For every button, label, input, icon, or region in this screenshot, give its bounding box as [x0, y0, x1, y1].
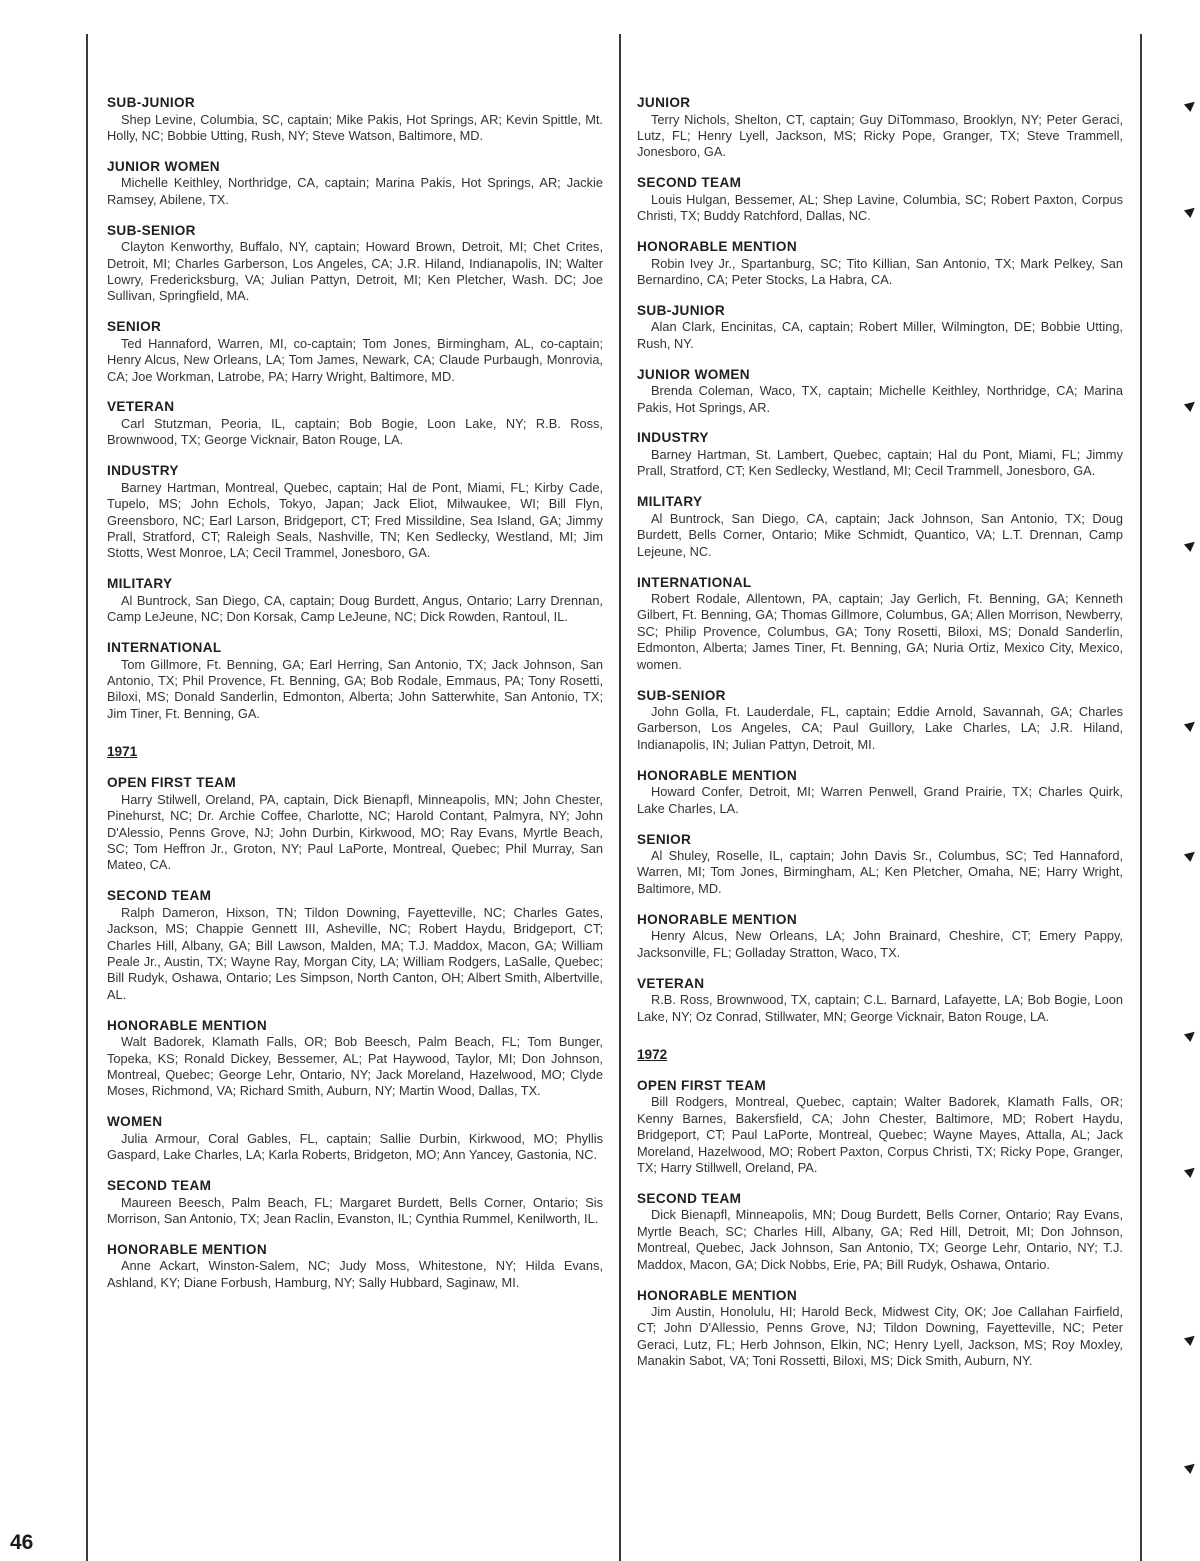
section-roster-text: Al Shuley, Roselle, IL, captain; John Davis Sr., Columbus, SC; Ted Hannaford, Warren, MI; Tom Jones, Birmingham, AL; Ken Pletcher, Omaha, NE; Harry Wright, Baltimore, MD. — [637, 848, 1123, 896]
section-roster-text: Ralph Dameron, Hixson, TN; Tildon Downing, Fayetteville, NC; Charles Gates, Jackson, MS; Chappie Gennett III, Asheville, NC; Robert Haydu, Bridgeport, CT; Charles Hill, Albany, GA; Bill Lawson, Malden, MA; T.J. Maddox, Macon, GA; William Peale Jr., Austin, TX; Wayne Ray, Morgan City, LA; William Rodgers, LaSalle, Quebec; Bill Rudyk, Oshawa, Ontario; Les Simpson, North Canton, OH; Albert Smith, Albertville, AL. — [107, 904, 603, 1002]
roster-section — [637, 367, 1123, 416]
section-heading: HONORABLE MENTION — [637, 239, 798, 255]
section-heading: HONORABLE MENTION — [637, 911, 798, 927]
edge-mark — [1184, 1028, 1198, 1042]
roster-section — [107, 775, 603, 874]
section-heading: HONORABLE MENTION — [637, 1287, 798, 1303]
section-heading: SECOND TEAM — [107, 1178, 212, 1194]
edge-mark — [1184, 1332, 1198, 1346]
roster-section — [637, 976, 1123, 1025]
section-heading: SECOND TEAM — [637, 1190, 742, 1206]
section-roster-text: Al Buntrock, San Diego, CA, captain; Jack Johnson, San Antonio, TX; Doug Burdett, Bells Corner, Ontario; Mike Schmidt, Quantico, VA; L.T. Drennan, Camp Lejeune, NC. — [637, 510, 1123, 559]
roster-section — [637, 494, 1123, 560]
roster-section — [107, 463, 603, 562]
section-roster-text: Alan Clark, Encinitas, CA, captain; Robert Miller, Wilmington, DE; Bobbie Utting, Rush, NY. — [637, 319, 1123, 351]
section-roster-text: John Golla, Ft. Lauderdale, FL, captain; Eddie Arnold, Savannah, GA; Charles Garberson, Los Angeles, CA; Paul Guillory, Lake Charles, LA; J.R. Hiland, Indianapolis, IN; Julian Pattyn, Detroit, MI. — [637, 704, 1123, 752]
section-roster-text: Maureen Beesch, Palm Beach, FL; Margaret Burdett, Bells Corner, Ontario; Sis Morrison, San Antonio, TX; Jean Raclin, Evanston, IL; Cynthia Rummel, Kenilworth, IL. — [107, 1194, 603, 1227]
roster-section — [637, 175, 1123, 224]
section-heading: JUNIOR — [637, 95, 691, 110]
edge-mark — [1184, 718, 1198, 732]
right-column — [637, 95, 1123, 1384]
roster-section — [107, 319, 603, 385]
roster-section — [107, 1178, 603, 1227]
section-roster-text: Jim Austin, Honolulu, HI; Harold Beck, Midwest City, OK; Joe Callahan Fairfield, CT; John D'Allessio, Penns Grove, NJ; Tildon Downing, Fayetteville, NC; Peter Geraci, Lutz, FL; Herb Johnson, Elkin, NC; Henry Lyell, Jackson, MS; Roy Moxley, Manakin Sabot, VA; Toni Rossetti, Biloxi, MS; Dick Smith, Auburn, NY. — [637, 1304, 1123, 1369]
section-heading: VETERAN — [637, 975, 705, 991]
edge-mark — [1184, 848, 1198, 862]
section-roster-text: Robin Ivey Jr., Spartanburg, SC; Tito Killian, San Antonio, TX; Mark Pelkey, San Bernardino, CA; Peter Stocks, La Habra, CA. — [637, 255, 1123, 287]
roster-section — [637, 239, 1123, 288]
section-heading: SUB-SENIOR — [637, 687, 726, 703]
section-heading: SUB-JUNIOR — [107, 95, 196, 110]
section-roster-text: Bill Rodgers, Montreal, Quebec, captain; Walter Badorek, Klamath Falls, OR; Kenny Barnes, Bakersfield, CA; John Chester, Baltimore, MD; Robert Haydu, Bridgeport, CT; Paul LaPorte, Montreal, Quebec; Wayne Mayes, Attalla, AL; Jack Moreland, Hazelwood, MO; Robert Paxton, Corpus Christi, TX; Ricky Pope, Granger, TX; Harry Stillwell, Oreland, PA. — [637, 1094, 1123, 1176]
section-heading: MILITARY — [107, 576, 173, 592]
roster-section — [637, 95, 1123, 161]
roster-section — [637, 1191, 1123, 1273]
roster-section — [107, 223, 603, 305]
section-roster-text: Carl Stutzman, Peoria, IL, captain; Bob Bogie, Loon Lake, NY; R.B. Ross, Brownwood, TX; George Vicknair, Baton Rouge, LA. — [107, 415, 603, 448]
edge-mark — [1184, 204, 1198, 218]
section-roster-text: Julia Armour, Coral Gables, FL, captain; Sallie Durbin, Kirkwood, MO; Phyllis Gaspard, Lake Charles, LA; Karla Roberts, Bridgeton, MO; Ann Yancey, Gastonia, NC. — [107, 1130, 603, 1163]
section-heading: INTERNATIONAL — [107, 640, 222, 656]
section-roster-text: Shep Levine, Columbia, SC, captain; Mike Pakis, Hot Springs, AR; Kevin Spittle, Mt. Holly, NC; Bobbie Utting, Rush, NY; Steve Watson, Baltimore, MD. — [107, 111, 603, 143]
section-roster-text: Harry Stilwell, Oreland, PA, captain, Dick Bienapfl, Minneapolis, MN; John Chester, Pinehurst, NC; Dr. Archie Coffee, Charlotte, NC; Harold Contant, Palmyra, NY; John D'Alessio, Penns Grove, NJ; John Durbin, Kirkwood, MO; Ray Evans, Myrtle Beach, SC; Tom Heffron Jr., Groton, NY; Paul LaPorte, Montreal, Quebec; Phil Murray, San Mateo, CA. — [107, 791, 603, 873]
section-roster-text: Louis Hulgan, Bessemer, AL; Shep Lavine, Columbia, SC; Robert Paxton, Corpus Christi, TX; Buddy Ratchford, Dallas, NC. — [637, 191, 1123, 224]
roster-section — [637, 832, 1123, 898]
section-heading: HONORABLE MENTION — [107, 1017, 268, 1033]
section-heading: INTERNATIONAL — [637, 574, 752, 590]
section-heading: JUNIOR WOMEN — [637, 366, 750, 382]
section-heading: OPEN FIRST TEAM — [637, 1077, 767, 1093]
section-heading: OPEN FIRST TEAM — [107, 775, 237, 791]
section-roster-text: Barney Hartman, St. Lambert, Quebec, captain; Hal du Pont, Miami, FL; Jimmy Prall, Stratford, CT; Ken Sedlecky, Westland, MI; Cecil Trammell, Jonesboro, GA. — [637, 446, 1123, 479]
section-heading: INDUSTRY — [637, 430, 709, 446]
section-heading: SUB-JUNIOR — [637, 302, 726, 318]
edge-mark — [1184, 398, 1198, 412]
page-number: 46 — [10, 1531, 34, 1554]
section-roster-text: Tom Gillmore, Ft. Benning, GA; Earl Herring, San Antonio, TX; Jack Johnson, San Antonio, TX; Phil Provence, Ft. Benning, GA; Bob Rodale, Emmaus, PA; Tony Rosetti, Biloxi, MS; Donald Sanderlin, Edmonton, Alberta; John Satterwhite, San Antonio, TX; Jim Tiner, Ft. Benning, GA. — [107, 656, 603, 721]
section-roster-text: Clayton Kenworthy, Buffalo, NY, captain; Howard Brown, Detroit, MI; Chet Crites, Detroit, MI; Charles Garberson, Los Angeles, CA; J.R. Hiland, Indianapolis, IN; Walter Lowry, Fredericksburg, VA; Julian Pattyn, Detroit, MI; Ken Pletcher, Wash. DC; Joe Sullivan, Springfield, MA. — [107, 239, 603, 304]
roster-section — [107, 1114, 603, 1163]
section-roster-text: Dick Bienapfl, Minneapolis, MN; Doug Burdett, Bells Corner, Ontario; Ray Evans, Myrtle Beach, SC; Charles Hill, Albany, GA; Red Hill, Detroit, MI; Don Johnson, Montreal, Quebec, Jack Johnson, San Antonio, TX; George Lehr, Ontario, NY; T.J. Maddox, Macon, GA; Dick Nobbs, Erie, PA; Bill Rudyk, Oshawa, Ontario. — [637, 1207, 1123, 1272]
roster-section — [107, 159, 603, 208]
section-heading: JUNIOR WOMEN — [107, 158, 220, 174]
roster-section — [107, 1018, 603, 1100]
roster-section — [637, 688, 1123, 754]
section-roster-text: Anne Ackart, Winston-Salem, NC; Judy Moss, Whitestone, NY; Hilda Evans, Ashland, KY; Diane Forbush, Hamburg, NY; Sally Hubbard, Saginaw, MI. — [107, 1258, 603, 1290]
section-heading: MILITARY — [637, 494, 703, 510]
roster-section — [637, 303, 1123, 352]
section-roster-text: Barney Hartman, Montreal, Quebec, captain; Hal de Pont, Miami, FL; Kirby Cade, Tupelo, MS; John Echols, Tokyo, Japan; Jack Eliot, Milwaukee, WI; Bill Flyn, Greensboro, NC; Earl Larson, Bridgeport, CT; Fred Missildine, Sea Island, GA; Jimmy Prall, Stratford, CT; Raleigh Seals, Nashville, TN; Ken Sedlecky, Westland, MI; Jim Stotts, West Monroe, LA; Cecil Trammel, Jonesboro, GA. — [107, 479, 603, 561]
section-roster-text: Michelle Keithley, Northridge, CA, captain; Marina Pakis, Hot Springs, AR; Jackie Ramsey, Abilene, TX. — [107, 175, 603, 207]
section-heading: INDUSTRY — [107, 463, 179, 479]
section-roster-text: R.B. Ross, Brownwood, TX, captain; C.L. Barnard, Lafayette, LA; Bob Bogie, Loon Lake, NY; Oz Conrad, Stillwater, MN; George Vicknair, Baton Rouge, LA. — [637, 992, 1123, 1024]
roster-section — [107, 399, 603, 448]
column-divider-rule — [619, 34, 621, 1561]
edge-mark — [1184, 98, 1198, 112]
roster-section — [637, 430, 1123, 479]
edge-mark — [1184, 1164, 1198, 1178]
section-roster-text: Henry Alcus, New Orleans, LA; John Brainard, Cheshire, CT; Emery Pappy, Jacksonville, FL; Golladay Stratton, Waco, TX. — [637, 928, 1123, 960]
section-heading: SUB-SENIOR — [107, 222, 196, 238]
edge-mark — [1184, 1460, 1198, 1474]
edge-mark — [1184, 538, 1198, 552]
year-heading: 1971 — [107, 744, 138, 760]
roster-section — [637, 768, 1123, 817]
left-column — [107, 95, 603, 1306]
year-heading: 1972 — [637, 1046, 668, 1062]
roster-section — [637, 1288, 1123, 1370]
left-margin-rule — [86, 34, 88, 1561]
section-heading: SENIOR — [637, 831, 692, 847]
section-roster-text: Robert Rodale, Allentown, PA, captain; Jay Gerlich, Ft. Benning, GA; Kenneth Gilbert, Ft. Benning, GA; Thomas Gillmore, Columbus, GA; Allen Morrison, Newberry, SC; Philip Provence, Columbus, GA; Tony Rosetti, Biloxi, MS; Donald Sanderlin, Edmonton, Alberta; James Tiner, Ft. Benning, GA; Nuria Ortiz, Mexico City, Mexico, women. — [637, 591, 1123, 672]
roster-section — [107, 1242, 603, 1291]
roster-section — [637, 1078, 1123, 1177]
section-heading: SENIOR — [107, 319, 162, 335]
section-roster-text: Howard Confer, Detroit, MI; Warren Penwell, Grand Prairie, TX; Charles Quirk, Lake Charles, LA. — [637, 784, 1123, 816]
section-heading: SECOND TEAM — [107, 888, 212, 904]
roster-section — [637, 912, 1123, 961]
section-heading: SECOND TEAM — [637, 175, 742, 191]
roster-section — [637, 575, 1123, 674]
section-heading: WOMEN — [107, 1114, 163, 1130]
section-roster-text: Brenda Coleman, Waco, TX, captain; Michelle Keithley, Northridge, CA; Marina Pakis, Hot Springs, AR. — [637, 383, 1123, 415]
section-roster-text: Terry Nichols, Shelton, CT, captain; Guy DiTommaso, Brooklyn, NY; Peter Geraci, Lutz, FL; Henry Lyell, Jackson, MS; Ricky Pope, Granger, TX; Steve Trammell, Jonesboro, GA. — [637, 111, 1123, 160]
section-heading: HONORABLE MENTION — [637, 767, 798, 783]
section-roster-text: Ted Hannaford, Warren, MI, co-captain; Tom Jones, Birmingham, AL, co-captain; Henry Alcus, New Orleans, LA; Tom James, Newark, CA; Claude Purbaugh, Monrovia, CA; Joe Workman, Latrobe, PA; Harry Wright, Baltimore, MD. — [107, 335, 603, 384]
section-roster-text: Al Buntrock, San Diego, CA, captain; Doug Burdett, Angus, Ontario; Larry Drennan, Camp LeJeune, NC; Don Korsak, Camp LeJeune, NC; Dick Rowden, Rantoul, IL. — [107, 592, 603, 625]
section-roster-text: Walt Badorek, Klamath Falls, OR; Bob Beesch, Palm Beach, FL; Tom Bunger, Topeka, KS; Ronald Dickey, Bessemer, AL; Pat Haywood, Taylor, MI; Don Johnson, Montreal, Quebec; George Lehr, Ontario, NY; Jack Moreland, Hazelwood, MO; Clyde Moses, Richmond, VA; Richard Smith, Auburn, NY; Martin Wood, Dallas, TX. — [107, 1034, 603, 1099]
roster-section — [107, 576, 603, 625]
right-margin-rule — [1140, 34, 1142, 1561]
roster-section — [107, 95, 603, 144]
section-heading: VETERAN — [107, 399, 175, 415]
section-heading: HONORABLE MENTION — [107, 1241, 268, 1257]
roster-section — [107, 640, 603, 722]
roster-section — [107, 888, 603, 1003]
